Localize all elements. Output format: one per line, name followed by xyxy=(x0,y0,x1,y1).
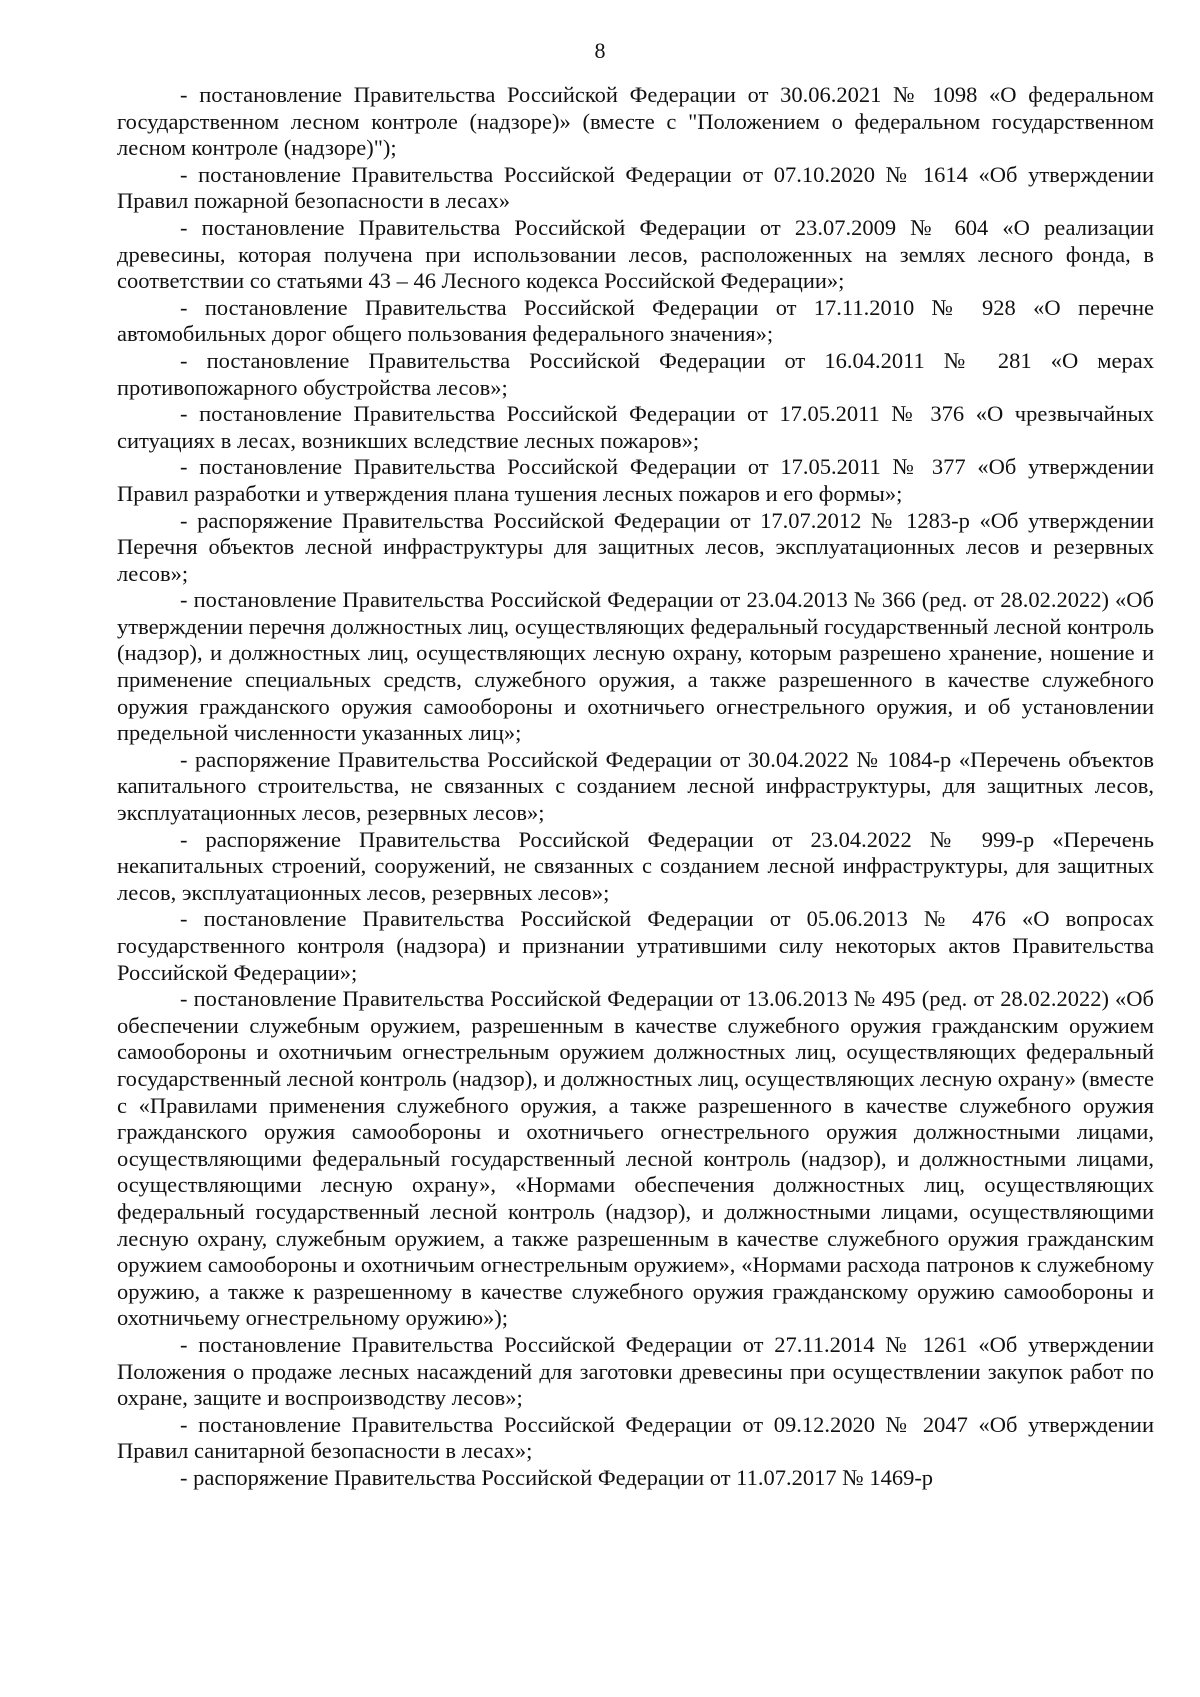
paragraph: - постановление Правительства Российской Федерации от 16.04.2011 № 281 «О мерах противопожарного обустройства лесов»; xyxy=(117,347,1154,400)
document-body xyxy=(117,82,1154,1491)
paragraph: - постановление Правительства Российской Федерации от 17.05.2011 № 376 «О чрезвычайных ситуациях в лесах, возникших вследствие лесных пожаров»; xyxy=(117,401,1154,453)
paragraph: - постановление Правительства Российской Федерации от 17.11.2010 № 928 «О перечне автомобильных дорог общего пользования федерального значения»; xyxy=(117,294,1154,347)
paragraph: - постановление Правительства Российской Федерации от 23.07.2009 № 604 «О реализации древесины, которая получена при использовании лесов, расположенных на землях лесного фонда, в соответствии со статьями 43 – 46 Лесного кодекса Российской Федерации»; xyxy=(117,214,1154,294)
paragraph: - постановление Правительства Российской Федерации от 17.05.2011 № 377 «Об утверждении Правил разработки и утверждения плана тушения лесных пожаров и его формы»; xyxy=(117,454,1154,506)
paragraph: - распоряжение Правительства Российской Федерации от 30.04.2022 № 1084-р «Перечень объектов капитального строительства, не связанных с созданием лесной инфраструктуры, для защитных лесов, эксплуатационных лесов, резервных лесов»; xyxy=(117,746,1154,826)
paragraph: - постановление Правительства Российской Федерации от 13.06.2013 № 495 (ред. от 28.02.2022) «Об обеспечении служебным оружием, разрешенным в качестве служебного оружия гражданским оружием самообороны и охотничьим огнестрельным оружием должностных лиц, осуществляющих федеральный государственный лесной контроль (надзор), и должностных лиц, осуществляющих лесную охрану» (вместе с «Правилами применения служебного оружия, а также разрешенного в качестве служебного оружия гражданского оружия самообороны и охотничьего огнестрельного оружия должностными лицами, осуществляющими федеральный государственный лесной контроль (надзор), и должностными лицами, осуществляющими лесную охрану», «Нормами обеспечения должностных лиц, осуществляющих федеральный государственный лесной контроль (надзор), и должностными лицами, осуществляющими лесную охрану, служебным оружием, а также разрешенным в качестве служебного оружия гражданским оружием самообороны и охотничьим огнестрельным оружием», «Нормами расхода патронов к служебному оружию, а также к разрешенному в качестве служебного оружия гражданскому оружию самообороны и охотничьему огнестрельному оружию»); xyxy=(117,986,1154,1331)
paragraph: - распоряжение Правительства Российской Федерации от 23.04.2022 № 999-р «Перечень некапитальных строений, сооружений, не связанных с созданием лесной инфраструктуры, для защитных лесов, эксплуатационных лесов, резервных лесов»; xyxy=(117,826,1154,905)
paragraph: - постановление Правительства Российской Федерации от 09.12.2020 № 2047 «Об утверждении Правил санитарной безопасности в лесах»; xyxy=(117,1411,1154,1464)
paragraph: - постановление Правительства Российской Федерации от 23.04.2013 № 366 (ред. от 28.02.2022) «Об утверждении перечня должностных лиц, осуществляющих федеральный государственный лесной контроль (надзор), и должностных лиц, осуществляющих лесную охрану, которым разрешено хранение, ношение и применение специальных средств, служебного оружия, а также разрешенного в качестве служебного оружия гражданского оружия самообороны и охотничьего огнестрельного оружия, и об установлении предельной численности указанных лиц»; xyxy=(117,587,1154,746)
paragraph: - распоряжение Правительства Российской Федерации от 17.07.2012 № 1283-р «Об утверждении Перечня объектов лесной инфраструктуры для защитных лесов, эксплуатационных лесов и резервных лесов»; xyxy=(117,507,1154,586)
paragraph: - постановление Правительства Российской Федерации от 30.06.2021 № 1098 «О федеральном государственном лесном контроле (надзоре)» (вместе с "Положением о федеральном государственном лесном контроле (надзоре)"); xyxy=(117,82,1154,161)
paragraph: - распоряжение Правительства Российской Федерации от 11.07.2017 № 1469-р xyxy=(180,1464,934,1490)
paragraph: - постановление Правительства Российской Федерации от 27.11.2014 № 1261 «Об утверждении Положения о продаже лесных насаждений для заготовки древесины при осуществлении закупок работ по охране, защите и воспроизводству лесов»; xyxy=(117,1331,1154,1411)
paragraph: - постановление Правительства Российской Федерации от 07.10.2020 № 1614 «Об утверждении Правил пожарной безопасности в лесах» xyxy=(117,161,1154,214)
paragraph: - постановление Правительства Российской Федерации от 05.06.2013 № 476 «О вопросах государственного контроля (надзора) и признании утратившими силу некоторых актов Правительства Российской Федерации»; xyxy=(117,906,1154,985)
page-number: 8 xyxy=(594,38,606,63)
